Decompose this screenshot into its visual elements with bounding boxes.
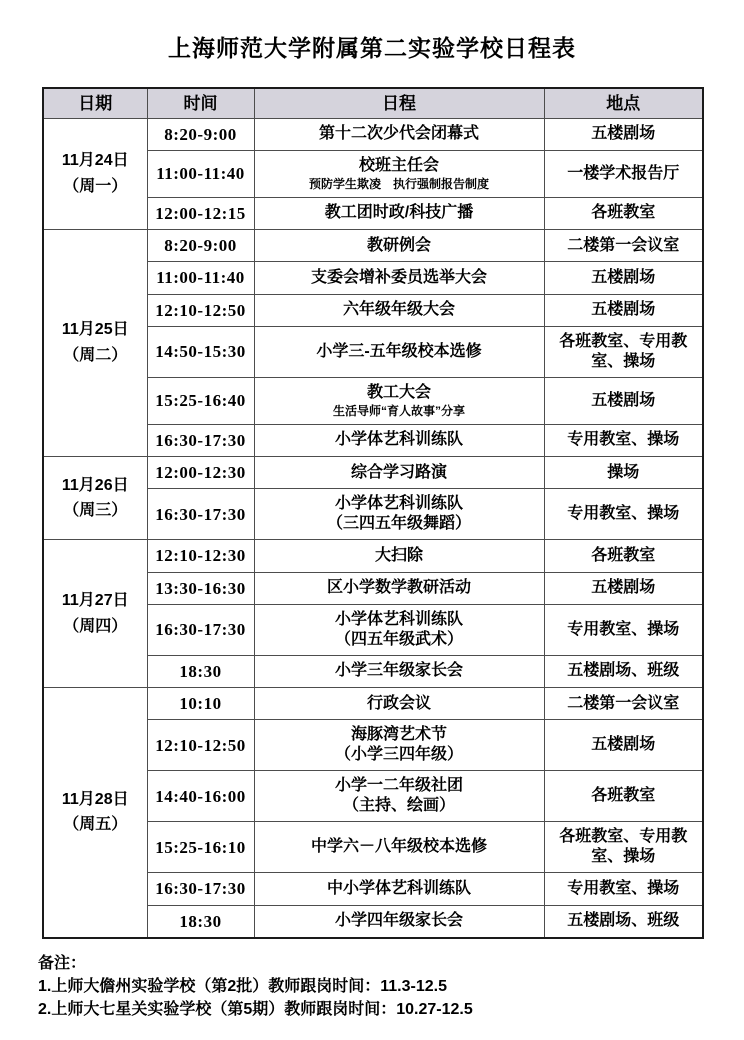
schedule-cell: 区小学数学教研活动: [254, 572, 544, 604]
event-title: 小学体艺科训练队: [334, 495, 463, 513]
schedule-cell: 支委会增补委员选举大会: [254, 262, 544, 294]
location-cell: 各班教室: [544, 540, 703, 572]
schedule-cell: [254, 604, 544, 655]
location-cell: 专用教室、操场: [544, 873, 703, 905]
location-cell: 二楼第一会议室: [544, 688, 703, 720]
time-cell: 8:20-9:00: [147, 230, 254, 262]
time-cell: 15:25-16:10: [147, 822, 254, 873]
time-cell: 8:20-9:00: [147, 118, 254, 150]
date-text: 11月24日: [61, 152, 129, 170]
time-cell: 11:00-11:40: [147, 262, 254, 294]
schedule-cell: 小学三年级家长会: [254, 655, 544, 687]
schedule-cell: 行政会议: [254, 688, 544, 720]
weekday-text: （周一）: [63, 177, 128, 195]
time-cell: 16:30-17:30: [147, 604, 254, 655]
schedule-table: [42, 87, 704, 939]
schedule-cell: [254, 720, 544, 771]
event-title: 小学一二年级社团: [334, 777, 463, 795]
location-cell: 五楼剧场: [544, 720, 703, 771]
schedule-cell: 小学体艺科训练队: [254, 424, 544, 456]
schedule-cell: [254, 150, 544, 197]
event-title-line2: （小学三四年级）: [334, 746, 463, 764]
time-cell: 10:10: [147, 688, 254, 720]
schedule-cell: 第十二次少代会闭幕式: [254, 118, 544, 150]
schedule-row: [43, 688, 703, 720]
date-cell: [43, 688, 147, 938]
location-cell: 五楼剧场: [544, 377, 703, 424]
location-cell: 专用教室、操场: [544, 424, 703, 456]
time-cell: 15:25-16:40: [147, 377, 254, 424]
location-cell: 专用教室、操场: [544, 489, 703, 540]
location-cell: 五楼剧场、班级: [544, 655, 703, 687]
col-header-time: 时间: [147, 88, 254, 118]
schedule-cell: 教研例会: [254, 230, 544, 262]
schedule-cell: 中学六－八年级校本选修: [254, 822, 544, 873]
weekday-text: （周二）: [63, 347, 128, 364]
time-cell: 14:50-15:30: [147, 326, 254, 377]
schedule-cell: 小学三-五年级校本选修: [254, 326, 544, 377]
time-cell: 14:40-16:00: [147, 771, 254, 822]
location-cell: 各班教室: [544, 197, 703, 229]
event-title: 海豚湾艺术节: [350, 726, 447, 744]
event-title: 校班主任会: [358, 156, 439, 174]
date-text: 11月26日: [61, 476, 129, 494]
date-text: 11月28日: [61, 790, 129, 808]
schedule-row: [43, 540, 703, 572]
event-subtitle: 生活导师“育人故事”分享: [332, 403, 465, 418]
time-cell: 16:30-17:30: [147, 489, 254, 540]
event-title-line2: （三四五年级舞蹈）: [326, 515, 471, 533]
location-cell: 五楼剧场: [544, 262, 703, 294]
schedule-cell: 教工团时政/科技广播: [254, 197, 544, 229]
weekday-text: （周三）: [63, 502, 128, 520]
date-cell: [43, 540, 147, 688]
time-cell: 12:00-12:30: [147, 457, 254, 489]
time-cell: 12:10-12:50: [147, 720, 254, 771]
header-row: [43, 88, 703, 118]
schedule-cell: [254, 771, 544, 822]
note-item: 2.上师大七星关实验学校（第5期）教师跟岗时间：10.27-12.5: [38, 1001, 473, 1019]
date-text: 11月27日: [61, 592, 129, 610]
schedule-cell: [254, 377, 544, 424]
location-cell: 二楼第一会议室: [544, 230, 703, 262]
location-cell: 一楼学术报告厅: [544, 150, 703, 197]
note-item: 1.上师大儋州实验学校（第2批）教师跟岗时间：11.3-12.5: [38, 977, 447, 995]
schedule-cell: 六年级年级大会: [254, 294, 544, 326]
schedule-cell: 综合学习路演: [254, 457, 544, 489]
notes-section: [38, 952, 744, 1022]
location-cell: 各班教室、专用教室、操场: [544, 822, 703, 873]
time-cell: 18:30: [147, 655, 254, 687]
location-cell: 各班教室: [544, 771, 703, 822]
schedule-row: [43, 457, 703, 489]
event-title: 小学体艺科训练队: [334, 610, 463, 628]
schedule-row: [43, 118, 703, 150]
page-title: 上海师范大学附属第二实验学校日程表: [168, 35, 576, 61]
schedule-row: [43, 230, 703, 262]
location-cell: 操场: [544, 457, 703, 489]
date-cell: [43, 230, 147, 457]
time-cell: 12:00-12:15: [147, 197, 254, 229]
time-cell: 16:30-17:30: [147, 424, 254, 456]
time-cell: 16:30-17:30: [147, 873, 254, 905]
location-cell: 专用教室、操场: [544, 604, 703, 655]
col-header-date: 日期: [43, 88, 147, 118]
schedule-cell: 中小学体艺科训练队: [254, 873, 544, 905]
weekday-text: （周四）: [63, 617, 128, 635]
date-text: 11月25日: [61, 321, 129, 339]
location-cell: 五楼剧场: [544, 118, 703, 150]
event-title-line2: （主持、绘画）: [342, 797, 455, 815]
time-cell: 12:10-12:50: [147, 294, 254, 326]
date-cell: [43, 457, 147, 540]
schedule-cell: [254, 489, 544, 540]
location-cell: 五楼剧场: [544, 572, 703, 604]
time-cell: 11:00-11:40: [147, 150, 254, 197]
weekday-text: （周五）: [63, 816, 128, 834]
time-cell: 18:30: [147, 905, 254, 938]
event-subtitle: 预防学生欺凌 执行强制报告制度: [308, 176, 489, 191]
time-cell: 12:10-12:30: [147, 540, 254, 572]
notes-label: 备注：: [38, 954, 87, 972]
col-header-location: 地点: [544, 88, 703, 118]
location-cell: 五楼剧场: [544, 294, 703, 326]
col-header-schedule: 日程: [254, 88, 544, 118]
location-cell: 五楼剧场、班级: [544, 905, 703, 938]
time-cell: 13:30-16:30: [147, 572, 254, 604]
event-title-line2: （四五年级武术）: [334, 630, 463, 648]
location-cell: 各班教室、专用教室、操场: [544, 326, 703, 377]
date-cell: [43, 118, 147, 230]
schedule-cell: 小学四年级家长会: [254, 905, 544, 938]
schedule-cell: 大扫除: [254, 540, 544, 572]
event-title: 教工大会: [366, 383, 431, 401]
